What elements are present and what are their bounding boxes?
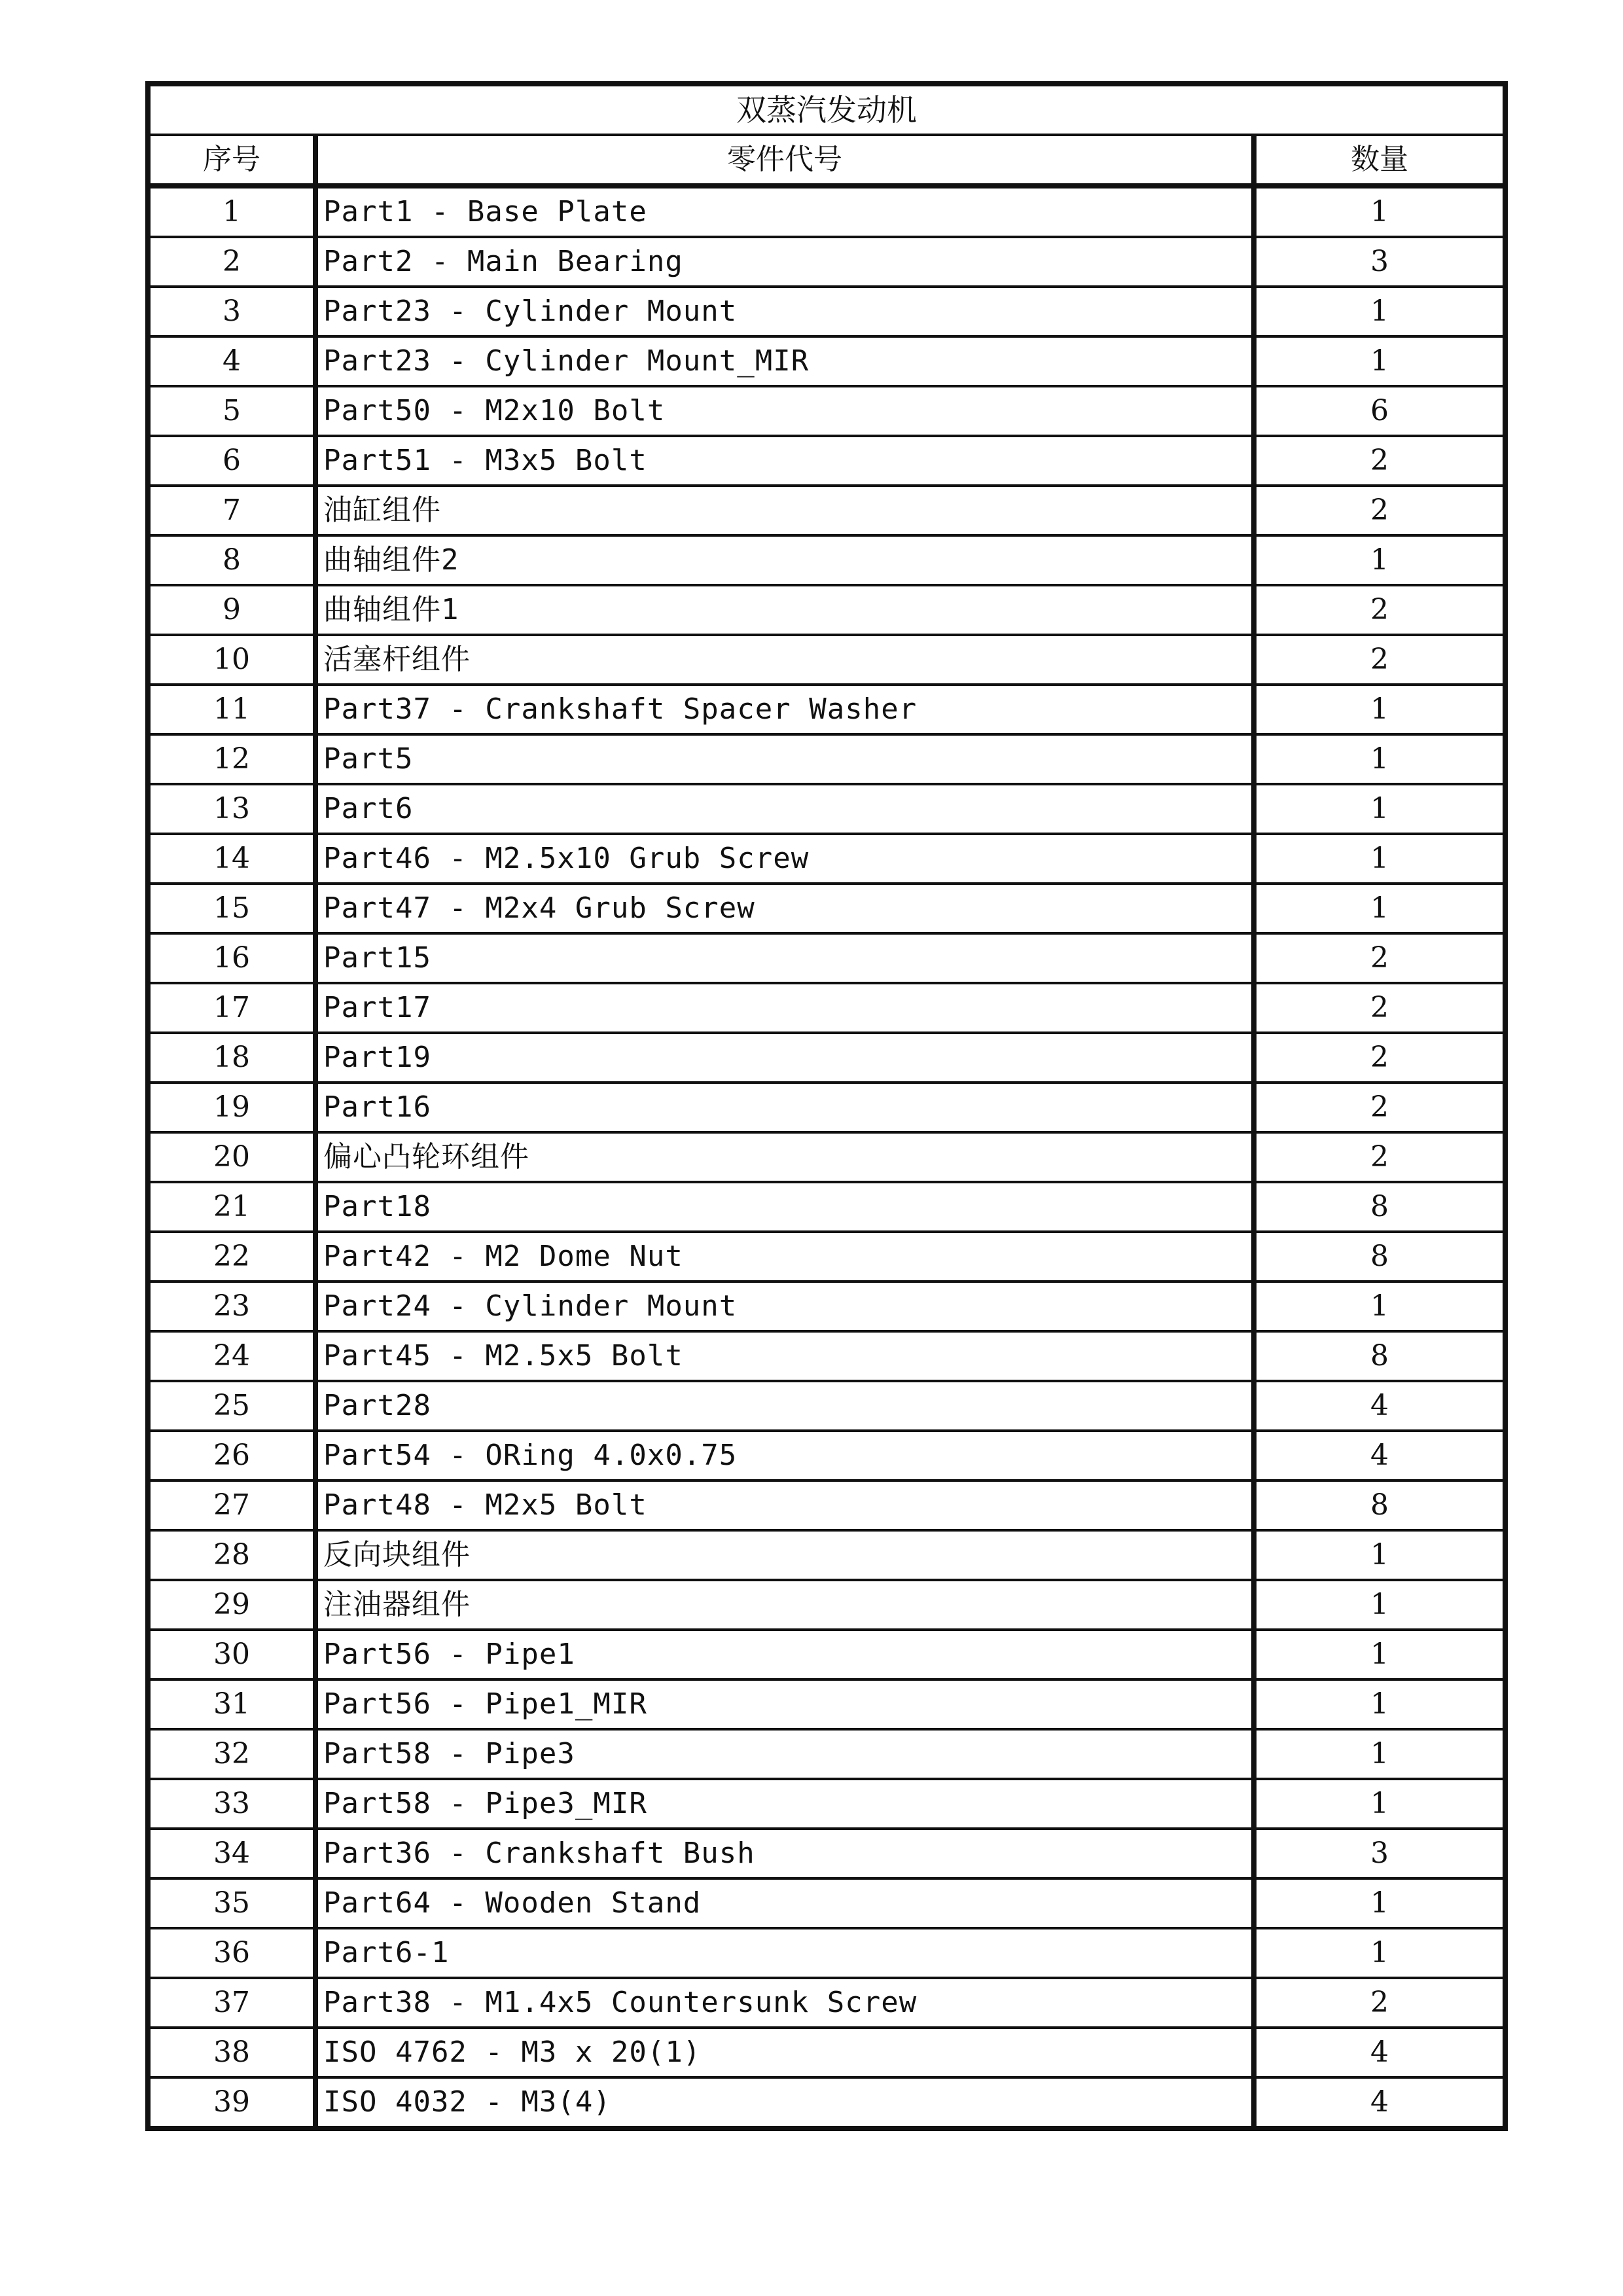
header-seq: 序号 xyxy=(148,135,315,186)
row-qty-cell: 1 xyxy=(1254,834,1505,884)
row-seq-cell: 33 xyxy=(148,1779,315,1829)
row-seq-cell: 8 xyxy=(148,535,315,585)
row-qty-cell: 4 xyxy=(1254,2077,1505,2128)
row-qty-cell: 1 xyxy=(1254,1878,1505,1928)
row-qty-cell: 3 xyxy=(1254,1829,1505,1878)
row-part-cell: Part5 xyxy=(315,734,1254,784)
row-part-cell: 曲轴组件1 xyxy=(315,585,1254,635)
row-part-cell: 偏心凸轮环组件 xyxy=(315,1132,1254,1182)
row-seq-cell: 4 xyxy=(148,336,315,386)
row-qty-cell: 1 xyxy=(1254,1530,1505,1580)
table-row xyxy=(148,635,1505,685)
row-part-cell: Part6 xyxy=(315,784,1254,834)
table-row xyxy=(148,784,1505,834)
row-qty-cell: 3 xyxy=(1254,237,1505,287)
row-seq-cell: 34 xyxy=(148,1829,315,1878)
table-row xyxy=(148,1480,1505,1530)
table-row xyxy=(148,1282,1505,1331)
row-seq-cell: 5 xyxy=(148,386,315,436)
row-part-cell: Part47 - M2x4 Grub Screw xyxy=(315,884,1254,933)
row-qty-cell: 2 xyxy=(1254,1978,1505,2028)
row-seq-cell: 15 xyxy=(148,884,315,933)
table-row xyxy=(148,1530,1505,1580)
row-qty-cell: 2 xyxy=(1254,983,1505,1033)
row-part-cell: Part16 xyxy=(315,1083,1254,1132)
row-seq-cell: 21 xyxy=(148,1182,315,1232)
row-seq-cell: 20 xyxy=(148,1132,315,1182)
row-seq-cell: 38 xyxy=(148,2028,315,2077)
row-part-cell: Part45 - M2.5x5 Bolt xyxy=(315,1331,1254,1381)
row-part-cell: 油缸组件 xyxy=(315,486,1254,535)
row-part-cell: 注油器组件 xyxy=(315,1580,1254,1630)
row-part-cell: Part50 - M2x10 Bolt xyxy=(315,386,1254,436)
row-qty-cell: 1 xyxy=(1254,784,1505,834)
row-seq-cell: 25 xyxy=(148,1381,315,1431)
row-qty-cell: 1 xyxy=(1254,1679,1505,1729)
table-row xyxy=(148,933,1505,983)
row-part-cell: Part17 xyxy=(315,983,1254,1033)
row-part-cell: Part19 xyxy=(315,1033,1254,1083)
table-row xyxy=(148,1083,1505,1132)
table-row xyxy=(148,1431,1505,1480)
row-seq-cell: 11 xyxy=(148,685,315,734)
table-row xyxy=(148,186,1505,237)
row-qty-cell: 2 xyxy=(1254,1033,1505,1083)
row-qty-cell: 1 xyxy=(1254,535,1505,585)
table-row xyxy=(148,336,1505,386)
row-seq-cell: 9 xyxy=(148,585,315,635)
table-row xyxy=(148,1928,1505,1978)
row-seq-cell: 26 xyxy=(148,1431,315,1480)
row-part-cell: 曲轴组件2 xyxy=(315,535,1254,585)
table-row xyxy=(148,1033,1505,1083)
row-part-cell: Part38 - M1.4x5 Countersunk Screw xyxy=(315,1978,1254,2028)
table-row xyxy=(148,237,1505,287)
row-part-cell: Part23 - Cylinder Mount xyxy=(315,287,1254,336)
row-qty-cell: 2 xyxy=(1254,436,1505,486)
table-row xyxy=(148,1232,1505,1282)
row-part-cell: Part37 - Crankshaft Spacer Washer xyxy=(315,685,1254,734)
table-row xyxy=(148,1729,1505,1779)
row-part-cell: Part6-1 xyxy=(315,1928,1254,1978)
row-qty-cell: 4 xyxy=(1254,1381,1505,1431)
table-row xyxy=(148,535,1505,585)
row-part-cell: Part1 - Base Plate xyxy=(315,186,1254,237)
row-seq-cell: 27 xyxy=(148,1480,315,1530)
row-qty-cell: 2 xyxy=(1254,635,1505,685)
row-qty-cell: 4 xyxy=(1254,2028,1505,2077)
row-part-cell: Part54 - ORing 4.0x0.75 xyxy=(315,1431,1254,1480)
table-row xyxy=(148,1630,1505,1679)
row-qty-cell: 2 xyxy=(1254,1132,1505,1182)
row-part-cell: Part42 - M2 Dome Nut xyxy=(315,1232,1254,1282)
row-seq-cell: 1 xyxy=(148,186,315,237)
table-row xyxy=(148,1779,1505,1829)
row-seq-cell: 14 xyxy=(148,834,315,884)
table-row xyxy=(148,1679,1505,1729)
row-part-cell: Part58 - Pipe3 xyxy=(315,1729,1254,1779)
row-part-cell: Part15 xyxy=(315,933,1254,983)
table-row xyxy=(148,1381,1505,1431)
row-seq-cell: 19 xyxy=(148,1083,315,1132)
row-qty-cell: 2 xyxy=(1254,1083,1505,1132)
table-row xyxy=(148,734,1505,784)
row-seq-cell: 30 xyxy=(148,1630,315,1679)
table-row xyxy=(148,486,1505,535)
row-qty-cell: 8 xyxy=(1254,1232,1505,1282)
row-qty-cell: 1 xyxy=(1254,1729,1505,1779)
table-row xyxy=(148,1182,1505,1232)
row-part-cell: ISO 4032 - M3(4) xyxy=(315,2077,1254,2128)
table-row xyxy=(148,884,1505,933)
row-seq-cell: 29 xyxy=(148,1580,315,1630)
row-part-cell: Part24 - Cylinder Mount xyxy=(315,1282,1254,1331)
table-row xyxy=(148,1878,1505,1928)
row-qty-cell: 8 xyxy=(1254,1480,1505,1530)
row-qty-cell: 1 xyxy=(1254,287,1505,336)
bom-table xyxy=(145,81,1508,2131)
row-seq-cell: 31 xyxy=(148,1679,315,1729)
row-seq-cell: 37 xyxy=(148,1978,315,2028)
row-seq-cell: 39 xyxy=(148,2077,315,2128)
table-row xyxy=(148,1829,1505,1878)
row-seq-cell: 7 xyxy=(148,486,315,535)
row-qty-cell: 1 xyxy=(1254,186,1505,237)
table-row xyxy=(148,287,1505,336)
row-seq-cell: 2 xyxy=(148,237,315,287)
table-row xyxy=(148,436,1505,486)
row-qty-cell: 1 xyxy=(1254,1630,1505,1679)
row-qty-cell: 2 xyxy=(1254,585,1505,635)
row-qty-cell: 6 xyxy=(1254,386,1505,436)
table-body xyxy=(148,186,1505,2128)
row-qty-cell: 1 xyxy=(1254,1282,1505,1331)
row-seq-cell: 16 xyxy=(148,933,315,983)
row-seq-cell: 13 xyxy=(148,784,315,834)
row-part-cell: Part46 - M2.5x10 Grub Screw xyxy=(315,834,1254,884)
table-row xyxy=(148,2028,1505,2077)
row-part-cell: Part51 - M3x5 Bolt xyxy=(315,436,1254,486)
table-row xyxy=(148,1132,1505,1182)
row-part-cell: Part23 - Cylinder Mount_MIR xyxy=(315,336,1254,386)
row-seq-cell: 22 xyxy=(148,1232,315,1282)
row-seq-cell: 36 xyxy=(148,1928,315,1978)
row-part-cell: Part2 - Main Bearing xyxy=(315,237,1254,287)
row-part-cell: 活塞杆组件 xyxy=(315,635,1254,685)
row-qty-cell: 4 xyxy=(1254,1431,1505,1480)
row-part-cell: ISO 4762 - M3 x 20(1) xyxy=(315,2028,1254,2077)
row-seq-cell: 23 xyxy=(148,1282,315,1331)
row-seq-cell: 35 xyxy=(148,1878,315,1928)
table-row xyxy=(148,1978,1505,2028)
header-row xyxy=(148,135,1505,186)
row-part-cell: Part18 xyxy=(315,1182,1254,1232)
table-row xyxy=(148,685,1505,734)
table-row xyxy=(148,834,1505,884)
row-qty-cell: 8 xyxy=(1254,1182,1505,1232)
row-qty-cell: 1 xyxy=(1254,1580,1505,1630)
row-part-cell: Part64 - Wooden Stand xyxy=(315,1878,1254,1928)
row-seq-cell: 12 xyxy=(148,734,315,784)
row-part-cell: 反向块组件 xyxy=(315,1530,1254,1580)
row-seq-cell: 3 xyxy=(148,287,315,336)
table-row xyxy=(148,585,1505,635)
table-row xyxy=(148,983,1505,1033)
row-qty-cell: 2 xyxy=(1254,486,1505,535)
header-part-code: 零件代号 xyxy=(315,135,1254,186)
row-qty-cell: 1 xyxy=(1254,884,1505,933)
row-part-cell: Part56 - Pipe1 xyxy=(315,1630,1254,1679)
table-row xyxy=(148,1580,1505,1630)
row-qty-cell: 1 xyxy=(1254,685,1505,734)
table-row xyxy=(148,1331,1505,1381)
row-part-cell: Part58 - Pipe3_MIR xyxy=(315,1779,1254,1829)
row-qty-cell: 8 xyxy=(1254,1331,1505,1381)
row-seq-cell: 32 xyxy=(148,1729,315,1779)
row-part-cell: Part56 - Pipe1_MIR xyxy=(315,1679,1254,1729)
row-seq-cell: 18 xyxy=(148,1033,315,1083)
row-part-cell: Part48 - M2x5 Bolt xyxy=(315,1480,1254,1530)
table-row xyxy=(148,386,1505,436)
row-qty-cell: 1 xyxy=(1254,1928,1505,1978)
table-row xyxy=(148,2077,1505,2128)
row-qty-cell: 1 xyxy=(1254,734,1505,784)
row-qty-cell: 1 xyxy=(1254,1779,1505,1829)
row-part-cell: Part28 xyxy=(315,1381,1254,1431)
row-part-cell: Part36 - Crankshaft Bush xyxy=(315,1829,1254,1878)
header-quantity: 数量 xyxy=(1254,135,1505,186)
table-title: 双蒸汽发动机 xyxy=(148,84,1505,135)
row-qty-cell: 1 xyxy=(1254,336,1505,386)
row-seq-cell: 28 xyxy=(148,1530,315,1580)
row-seq-cell: 6 xyxy=(148,436,315,486)
row-seq-cell: 24 xyxy=(148,1331,315,1381)
row-seq-cell: 17 xyxy=(148,983,315,1033)
row-seq-cell: 10 xyxy=(148,635,315,685)
title-row xyxy=(148,84,1505,135)
row-qty-cell: 2 xyxy=(1254,933,1505,983)
